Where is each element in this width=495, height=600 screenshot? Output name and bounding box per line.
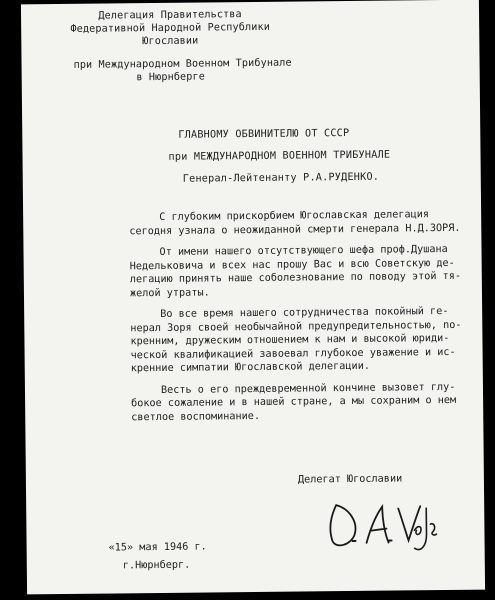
letter-place: г.Нюрнберг. — [122, 559, 191, 572]
sender-line-5: в Нюрнберге — [136, 71, 206, 84]
addressee-tribunal: при МЕЖДУНАРОДНОМ ВОЕННОМ ТРИБУНАЛЕ — [168, 149, 391, 163]
addressee-block — [168, 122, 469, 191]
sender-line-1: Делегация Правительства — [98, 9, 242, 22]
text-line: кренним, дружеским отношением к нам и высокой юриди- — [130, 332, 450, 348]
paragraph-1 — [129, 208, 473, 239]
text-line: Недельковича и всех нас прошу Вас и всю Советскую де- — [129, 257, 455, 272]
letter-page — [21, 0, 485, 594]
text-line: кренние симпатии Югославской делегации. — [130, 360, 370, 375]
handwritten-signature — [322, 494, 439, 557]
delegate-title: Делегат Югославии — [297, 473, 403, 486]
text-line: желой утраты. — [129, 286, 210, 299]
addressee-name: Генерал-Лейтенанту Р.А.РУДЕНКО. — [182, 171, 380, 185]
sender-header — [55, 8, 292, 85]
text-line: нерал Зоря своей необычайной предупредительностью, no- — [130, 319, 462, 334]
text-line: сегодня узнала о неожиданной смерти генерала Н.Д.ЗОРЯ. — [129, 222, 461, 237]
sender-line-2: Федеративной Народной Республики — [70, 21, 270, 35]
paragraph-2 — [129, 243, 474, 301]
text-line: Во все время нашего сотрудничества покойный ге- — [160, 305, 449, 320]
date-place-block — [109, 538, 208, 575]
addressee-title: ГЛАВНОМУ ОБВИНИТЕЛЮ ОТ СССР — [178, 127, 350, 141]
text-line: Весть о его преждевременной кончине вызовет глу- — [160, 381, 456, 396]
sender-line-4: при Международном Военном Трибунале — [73, 57, 292, 71]
letter-body — [129, 208, 475, 433]
text-line: светлое воспоминание. — [131, 410, 261, 423]
paragraph-3 — [130, 305, 475, 376]
letter-date: «15» мая 1946 г. — [108, 541, 207, 554]
text-line: ческой квалификацией завоевал глубокое уважение и ис- — [130, 346, 456, 361]
sender-line-3: Югославии — [142, 35, 199, 48]
text-line: легацию принять наше соболезнование по поводу этой тя- — [129, 270, 462, 286]
text-line: С глубоким прискорбием Югославская делегация — [159, 209, 430, 223]
text-line: От имени нашего отсутствующего шефа проф.Душана — [159, 243, 448, 258]
paragraph-4 — [131, 380, 475, 424]
text-line: бокое сожаление и в нашей стране, а мы сохраним о нем — [131, 394, 457, 410]
